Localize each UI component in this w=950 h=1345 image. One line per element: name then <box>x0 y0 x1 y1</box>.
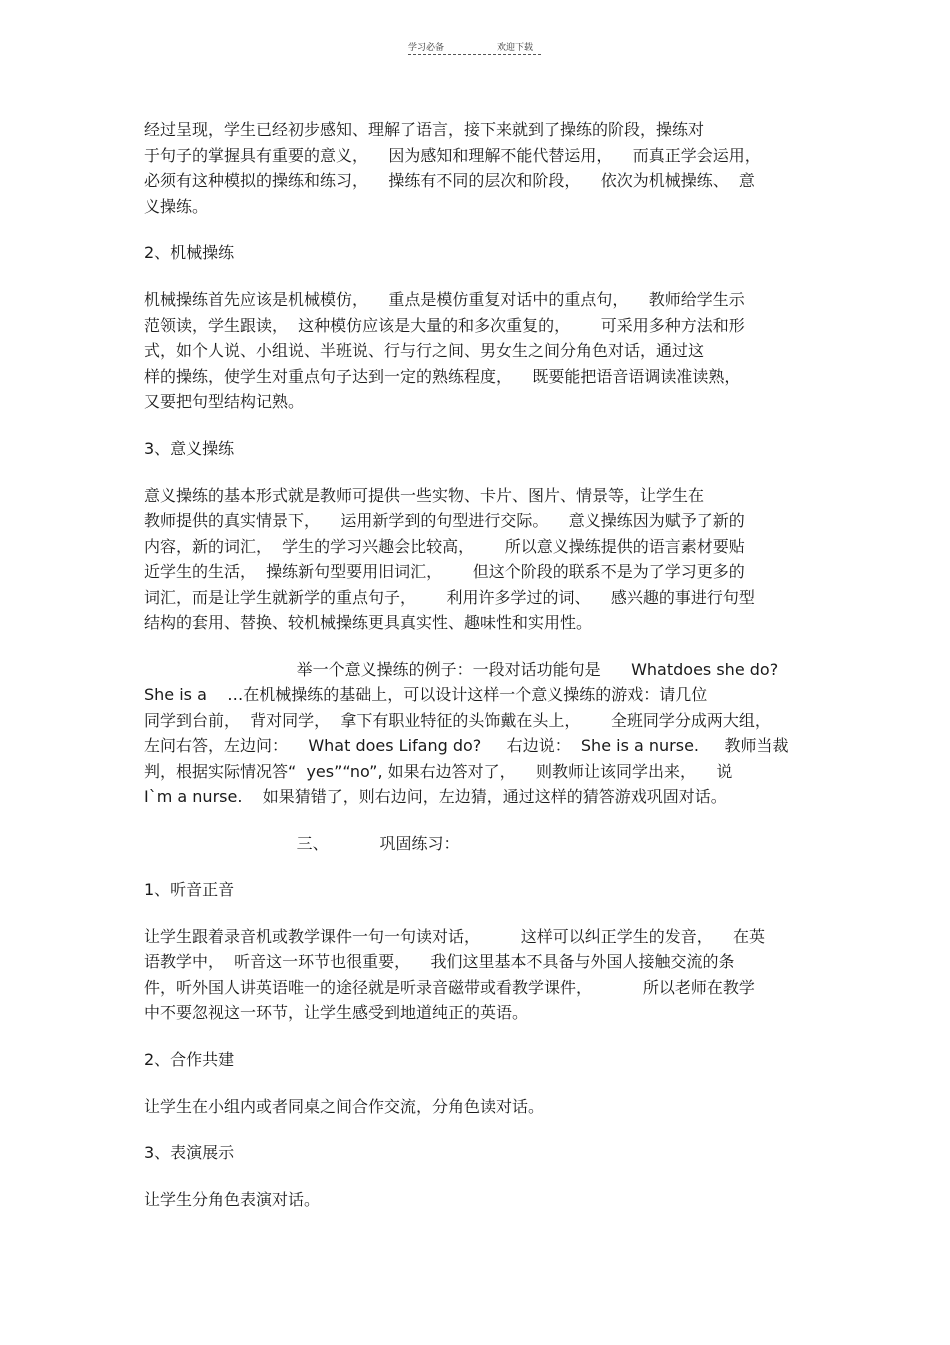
text-line: 必须有这种模拟的操练和练习， 操练有不同的层次和阶段， 依次为机械操练、 意 <box>144 171 755 190</box>
text-line: 词汇，而是让学生就新学的重点句子， 利用许多学过的词、 感兴趣的事进行句型 <box>144 587 755 607</box>
text-line: She is a …在机械操练的基础上，可以设计这样一个意义操练的游戏：请几位 <box>144 685 708 704</box>
text-line: 中不要忽视这一环节，让学生感受到地道纯正的英语。 <box>144 1003 529 1022</box>
text-line: 判，根据实际情况答“ yes”“no”, 如果右边答对了， 则教师让该同学出来， 说 <box>144 761 733 781</box>
section-heading-performance: 3、表演展示 <box>144 1143 235 1162</box>
paragraph-meaningful-drill <box>144 483 808 636</box>
document-body <box>144 117 808 1213</box>
paragraph-cooperation: 让学生在小组内或者同桌之间合作交流，分角色读对话。 <box>144 1096 545 1116</box>
page-header-left: 学习必备 <box>408 43 445 53</box>
text-line: 又要把句型结构记熟。 <box>144 392 305 411</box>
text-line: 左问右答，左边问： What does Lifang do? 右边说： She is a nurse. 教师当裁 <box>144 736 789 755</box>
text-line: 范领读，学生跟读， 这种模仿应该是大量的和多次重复的， 可采用多种方法和形 <box>144 315 745 335</box>
text-line: 义操练。 <box>144 196 209 216</box>
text-line: 内容，新的词汇， 学生的学习兴趣会比较高， 所以意义操练提供的语言素材要贴 <box>144 536 745 556</box>
paragraph-example <box>144 657 808 810</box>
text-line: 结构的套用、替换、较机械操练更具真实性、趣味性和实用性。 <box>144 613 593 632</box>
page-header-right: 欢迎下载 <box>497 43 534 53</box>
text-line: 让学生跟着录音机或教学课件一句一句读对话， 这样可以纠正学生的发音， 在英 <box>144 926 766 946</box>
text-line: 件，听外国人讲英语唯一的途径就是听录音磁带或看教学课件， 所以老师在教学 <box>144 977 755 997</box>
text-line: 教师提供的真实情景下， 运用新学到的句型进行交际。 意义操练因为赋予了新的 <box>144 511 745 530</box>
section-heading-meaningful-drill: 3、意义操练 <box>144 438 235 458</box>
text-line: I`m a nurse. 如果猜错了，则右边问，左边猜，通过这样的猜答游戏巩固对话。 <box>144 787 727 806</box>
section-heading-listening: 1、听音正音 <box>144 879 235 899</box>
text-line: 于句子的掌握具有重要的意义， 因为感知和理解不能代替运用， 而真正学会运用， <box>144 145 761 165</box>
paragraph-performance: 让学生分角色表演对话。 <box>144 1190 321 1209</box>
section-heading-mechanical-drill: 2、机械操练 <box>144 243 235 262</box>
text-line: 同学到台前， 背对同学， 拿下有职业特征的头饰戴在头上， 全班同学分成两大组， <box>144 710 771 730</box>
text-line: 经过呈现，学生已经初步感知、理解了语言，接下来就到了操练的阶段，操练对 <box>144 120 705 139</box>
text-line: 机械操练首先应该是机械模仿， 重点是模仿重复对话中的重点句， 教师给学生示 <box>144 290 745 309</box>
header-rule <box>408 54 541 55</box>
paragraph-intro <box>144 117 808 219</box>
paragraph-listening <box>144 924 808 1026</box>
text-line: 近学生的生活， 操练新句型要用旧词汇， 但这个阶段的联系不是为了学习更多的 <box>144 562 745 581</box>
text-line: 意义操练的基本形式就是教师可提供一些实物、卡片、图片、情景等，让学生在 <box>144 485 705 505</box>
text-line: 样的操练，使学生对重点句子达到一定的熟练程度， 既要能把语音语调读准读熟， <box>144 366 741 386</box>
section-heading-consolidation: 三、 巩固练习： <box>144 833 460 853</box>
text-line: 举一个意义操练的例子：一段对话功能句是 Whatdoes she do? <box>144 659 779 679</box>
section-heading-cooperation: 2、合作共建 <box>144 1049 235 1069</box>
paragraph-mechanical-drill <box>144 287 808 415</box>
text-line: 语教学中， 听音这一环节也很重要， 我们这里基本不具备与外国人接触交流的条 <box>144 952 735 971</box>
text-line: 式，如个人说、小组说、半班说、行与行之间、男女生之间分角色对话，通过这 <box>144 341 705 360</box>
